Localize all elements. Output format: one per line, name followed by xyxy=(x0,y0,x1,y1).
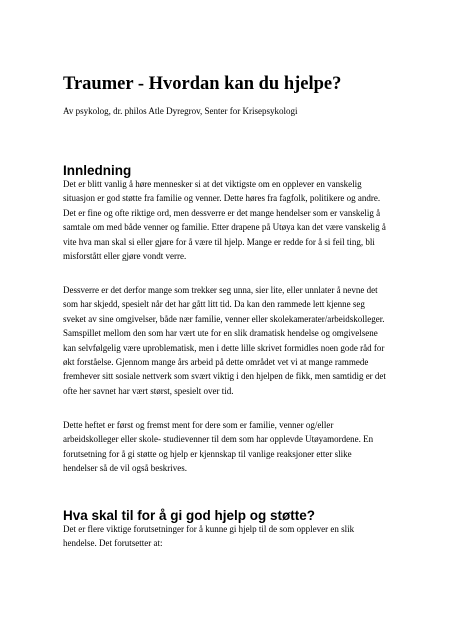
document-title: Traumer - Hvordan kan du hjelpe? xyxy=(63,74,342,94)
text-line: hendelse. Det forutsetter at: xyxy=(63,538,163,549)
text-line: arbeidskolleger eller skole- studievenner til dem som har opplevde Utøyamordene. En xyxy=(63,434,374,445)
text-line: Samspillet mellom den som har vært ute for en slik dramatisk hendelse og omgivelsene xyxy=(63,328,378,339)
text-line: som har skjedd, spesielt når det har gått litt tid. Da kan den rammede lett kjenne seg xyxy=(63,299,365,310)
text-line: hendelser så de vil også beskrives. xyxy=(63,463,187,474)
text-line: samtale om med både venner og familie. Etter drapene på Utøya kan det være vanskelig å xyxy=(63,222,386,233)
paragraph-hjelp-1 xyxy=(63,522,393,551)
section-heading-hjelp: Hva skal til for å gi god hjelp og støtte? xyxy=(63,508,316,523)
text-line: ofte her savnet har vært størst, spesielt over tid. xyxy=(63,385,234,396)
section-heading-innledning: Innledning xyxy=(63,163,132,178)
paragraph-intro-1 xyxy=(63,177,393,263)
text-line: Det er blitt vanlig å høre mennesker si at det viktigste om en opplever en vanskelig xyxy=(63,179,362,189)
text-line: Det er flere viktige forutsetninger for å kunne gi hjelp til de som opplever en slik xyxy=(63,524,355,534)
text-line: kan selvfølgelig være uproblematisk, men i dette lille skrivet formidles noen gode råd for xyxy=(63,342,385,353)
text-line: sveket av sine omgivelser, både nær familie, venner eller skolekamerater/arbeidskolleger. xyxy=(63,313,385,324)
paragraph-intro-2 xyxy=(63,283,393,398)
text-line: Dette heftet er først og fremst ment for dere som er familie, venner og/eller xyxy=(63,420,334,430)
text-line: vite hva man skal si eller gjøre for å være til hjelp. Mange er redde for å si feil ting, bli xyxy=(63,236,375,247)
text-line: Dessverre er det derfor mange som trekker seg unna, sier lite, eller unnlater å nevne det xyxy=(63,285,378,295)
text-line: forutsetning for å gi støtte og hjelp er kjennskap til vanlige reaksjoner etter slike xyxy=(63,448,352,459)
text-line: fremhever sitt sosiale nettverk som svært viktig i den hjelpen de fikk, men samtidig er det xyxy=(63,371,386,382)
author-byline: Av psykolog, dr. philos Atle Dyregrov, Senter for Krisepsykologi xyxy=(63,106,298,116)
paragraph-intro-3 xyxy=(63,418,393,476)
text-line: Det er fine og ofte riktige ord, men dessverre er det mange hendelser som er vanskelig å xyxy=(63,207,381,218)
text-line: økt forståelse. Gjennom mange års arbeid på dette området vet vi at mange rammede xyxy=(63,356,369,367)
text-line: misforstått eller gjøre vondt verre. xyxy=(63,250,187,261)
text-line: situasjon er god støtte fra familie og venner. Dette høres fra fagfolk, politikere og andre. xyxy=(63,193,381,204)
